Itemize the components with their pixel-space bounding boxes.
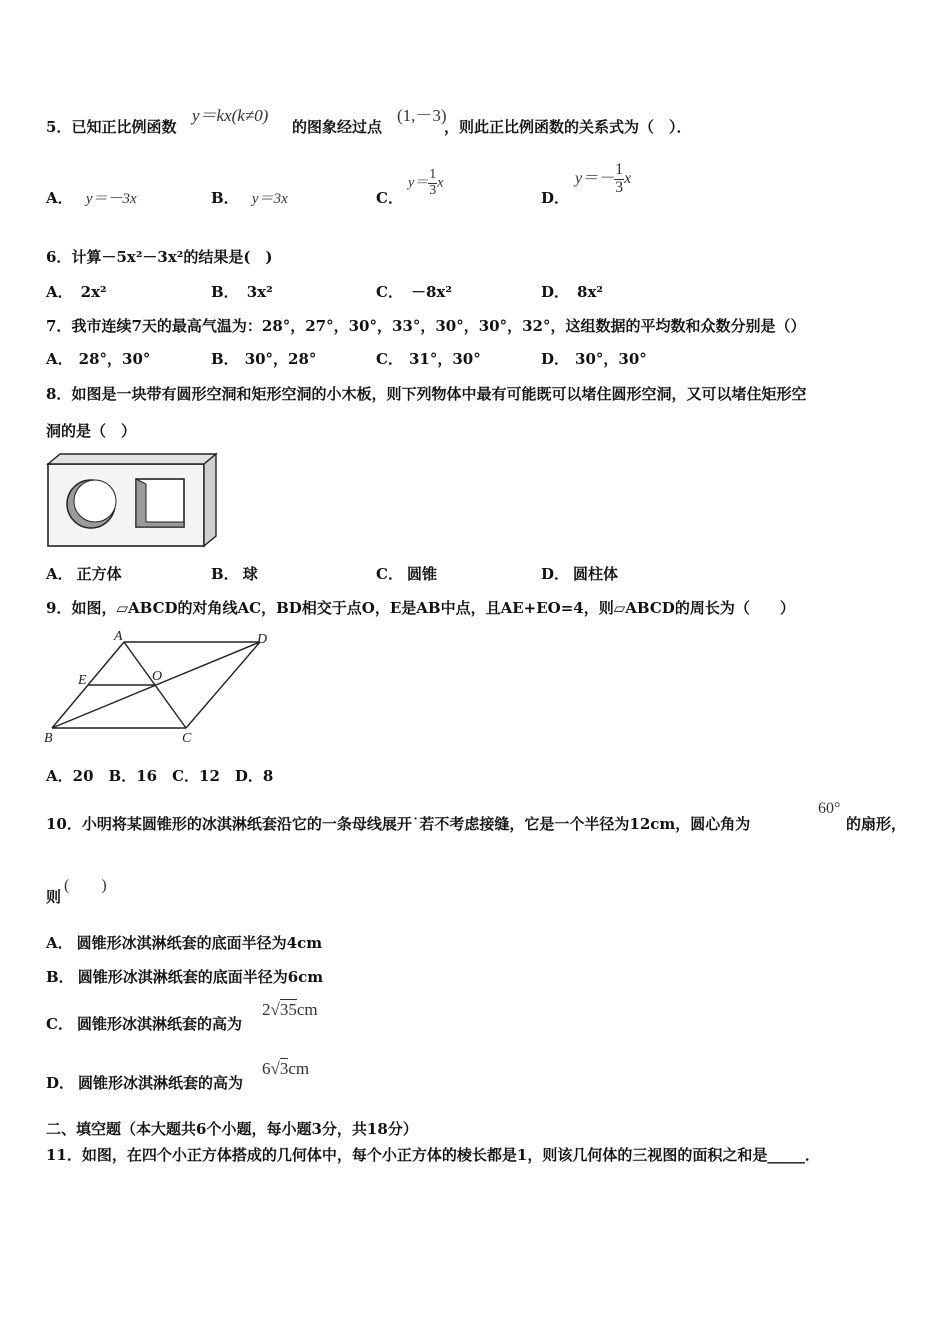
q6-option-b [211, 281, 273, 302]
q7-option-b [211, 348, 316, 369]
option-text: 圆锥形冰淇淋纸套的底面半径为4cm [76, 934, 323, 952]
formula-suffix: x [437, 175, 444, 191]
option-text: 圆锥形冰淇淋纸套的高为 [78, 1074, 244, 1092]
q8-stem-line1 [46, 383, 806, 404]
q10-text-b: 的扇形， [846, 815, 907, 833]
q10-stem [46, 813, 750, 834]
option-label: A． [46, 350, 73, 368]
q10-then: 则 [46, 888, 62, 906]
q11-stem [46, 1144, 820, 1165]
coefficient: 6 [262, 1059, 271, 1078]
board-top-face [48, 454, 216, 464]
fraction [614, 162, 624, 197]
option-text: －8x² [410, 283, 452, 301]
option-text: 正方体 [76, 565, 122, 583]
radicand: 3 [279, 1059, 289, 1078]
q8-option-a [46, 563, 122, 584]
option-label: B． [211, 283, 239, 301]
option-text: 2x² [80, 283, 107, 301]
option-label: C． [376, 350, 403, 368]
q9-number: 9． [46, 599, 72, 617]
option-label: D． [541, 283, 570, 301]
option-text: 圆锥形冰淇淋纸套的高为 [76, 1015, 242, 1033]
q10-paren: ( ) [64, 877, 107, 894]
option-text: 球 [242, 565, 258, 583]
q7-option-c [376, 348, 481, 369]
q7-stem [46, 315, 806, 336]
option-label: A． [46, 934, 73, 952]
option-label: A． [46, 565, 73, 583]
option-text: 圆锥形冰淇淋纸套的底面半径为6cm [77, 968, 324, 986]
q5-option-c-formula [408, 168, 443, 198]
formula-suffix: x [624, 169, 632, 187]
label-e: E [78, 673, 87, 688]
q6-text: 计算－5x²－3x²的结果是( ) [71, 248, 273, 266]
q9-stem [46, 597, 795, 618]
option-text: 圆柱体 [573, 565, 619, 583]
q5-stem [46, 116, 176, 137]
q10-option-d-formula [262, 1059, 309, 1079]
circle-hole-inner [74, 480, 116, 522]
q10-text-a: 小明将某圆锥形的冰淇淋纸套沿它的一条母线展开˙若不考虑接缝，它是一个半径为12cm，圆心角为 [81, 815, 751, 833]
denominator: 3 [429, 182, 437, 198]
q8-number: 8． [46, 385, 72, 403]
q11-number: 11． [46, 1146, 82, 1164]
label-c: C [182, 731, 192, 746]
q5-formula: y＝kx(k≠0) [192, 106, 269, 125]
parallelogram-figure [44, 628, 276, 748]
option-label: B． [211, 565, 239, 583]
unit: cm [288, 1059, 310, 1078]
q5-number: 5． [46, 118, 72, 136]
option-text: 30°，28° [244, 350, 317, 368]
q10-option-b [46, 966, 323, 987]
formula-prefix: y＝－ [575, 169, 615, 187]
q5-point: (1,－3) [397, 106, 447, 125]
q5-option-a [46, 187, 137, 208]
q8-stem-line2: 洞的是（ ） [46, 422, 137, 440]
q9-options: A．20 B．16 C．12 D．8 [46, 767, 274, 785]
q6-number: 6． [46, 248, 72, 266]
q6-option-d [541, 281, 603, 302]
q10-option-c-formula [262, 1000, 318, 1020]
option-label: A． [46, 189, 73, 207]
option-label: B． [46, 968, 74, 986]
q7-option-d [541, 348, 647, 369]
q10-option-c [46, 1013, 242, 1034]
q10-option-d [46, 1072, 243, 1093]
option-text: 30°，30° [575, 350, 647, 368]
q6-option-c [376, 281, 452, 302]
q5-option-d-label: D． [541, 189, 570, 207]
radicand: 35 [279, 1000, 297, 1019]
sqrt-icon: √ [270, 1000, 280, 1019]
q7-number: 7． [46, 317, 72, 335]
option-label: D． [541, 350, 570, 368]
formula-prefix: y＝ [408, 175, 429, 191]
q10-angle: 60° [818, 800, 841, 817]
sqrt-icon: √ [270, 1059, 280, 1078]
denominator: 3 [615, 178, 624, 196]
option-label: B． [211, 350, 239, 368]
option-label: D． [541, 565, 570, 583]
option-text: 28°，30° [78, 350, 151, 368]
option-text: 3x² [246, 283, 273, 301]
numerator: 1 [429, 167, 437, 182]
option-label: C． [376, 565, 403, 583]
q11-text: 如图，在四个小正方体搭成的几何体中，每个小正方体的棱长都是1，则该几何体的三视图的面积之和是_____． [81, 1146, 820, 1164]
numerator: 1 [615, 161, 624, 178]
q5-text-c: ，则此正比例函数的关系式为（ ）． [444, 118, 692, 136]
coefficient: 2 [262, 1000, 271, 1019]
option-label: C． [376, 283, 403, 301]
option-text: 8x² [577, 283, 603, 301]
option-label: C． [46, 1015, 73, 1033]
q8-text-line1: 如图是一块带有圆形空洞和矩形空洞的小木板，则下列物体中最有可能既可以堵住圆形空洞，又可以堵住矩形空 [71, 385, 807, 403]
label-o: O [152, 669, 163, 684]
option-text: 圆锥 [406, 565, 437, 583]
q10-option-a [46, 932, 322, 953]
option-formula: y＝3x [251, 191, 288, 207]
q8-option-b [211, 563, 258, 584]
option-formula: y＝－3x [85, 191, 137, 207]
q6-stem [46, 246, 273, 267]
q6-option-a [46, 281, 107, 302]
option-label: B． [211, 189, 239, 207]
option-label: A． [46, 283, 73, 301]
board-side-face [204, 454, 216, 546]
wooden-board-figure [46, 452, 218, 550]
option-label: D． [46, 1074, 75, 1092]
label-a: A [114, 629, 123, 644]
q7-text: 我市连续7天的最高气温为：28°，27°，30°，33°，30°，30°，32°，这组数据的平均数和众数分别是（） [71, 317, 806, 335]
q8-option-d [541, 563, 618, 584]
section-2-title: 二、填空题（本大题共6个小题，每小题3分，共18分） [46, 1120, 418, 1138]
q5-text-a: 已知正比例函数 [71, 118, 177, 136]
q10-number: 10． [46, 815, 82, 833]
label-b: B [44, 731, 53, 746]
q5-option-d-formula [575, 162, 631, 197]
q5-text-b: 的图象经过点 [292, 118, 383, 136]
q8-option-c [376, 563, 437, 584]
q7-option-a [46, 348, 150, 369]
q5-option-c-label: C． [376, 189, 403, 207]
unit: cm [296, 1000, 318, 1019]
fraction [428, 168, 437, 198]
q5-option-b [211, 187, 288, 208]
q9-text: 如图，▱ABCD的对角线AC，BD相交于点O，E是AB中点，且AE+EO=4，则▱ABCD的周长为（ ） [71, 599, 795, 617]
option-text: 31°，30° [408, 350, 481, 368]
side-dc [186, 642, 260, 728]
label-d: D [257, 632, 268, 647]
